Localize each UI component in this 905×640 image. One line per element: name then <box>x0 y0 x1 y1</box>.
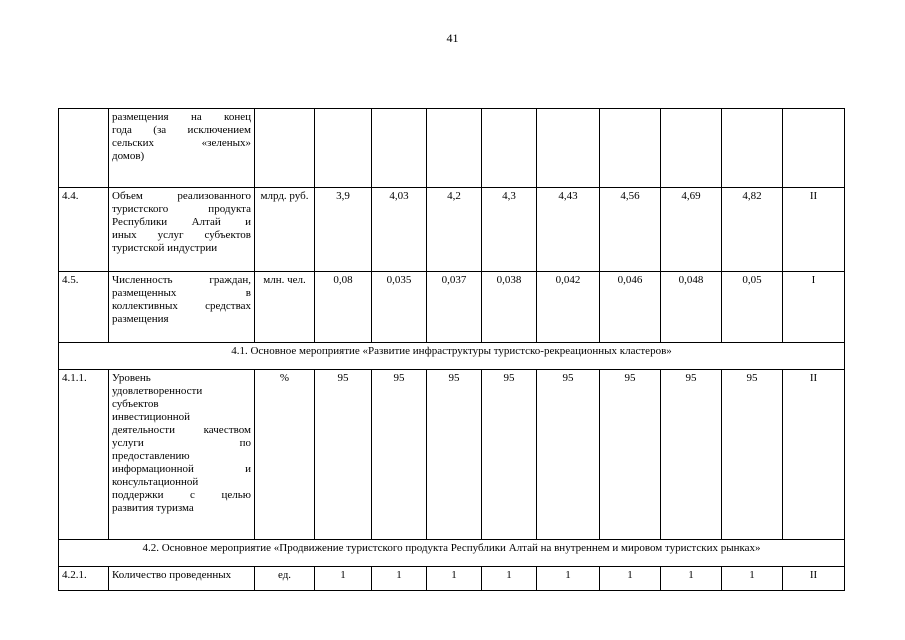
page-number: 41 <box>446 31 459 45</box>
value-cell <box>600 109 661 188</box>
value-cell: 95 <box>600 370 661 540</box>
description-line: поддержки с целью <box>112 489 251 501</box>
description-line: Республики Алтай и <box>112 216 251 228</box>
section-header-row <box>59 540 845 567</box>
description-line: домов) <box>112 150 145 162</box>
unit-cell: ед. <box>255 567 315 591</box>
value-cell: 0,042 <box>537 272 600 343</box>
description-line: Численность граждан, <box>112 274 251 286</box>
value-cell: 4,56 <box>600 188 661 272</box>
value-cell: 4,43 <box>537 188 600 272</box>
description-line: услуги по <box>112 437 251 449</box>
indicator-description <box>109 109 255 188</box>
value-cell: 4,3 <box>482 188 537 272</box>
row-number <box>59 109 109 188</box>
value-cell <box>482 109 537 188</box>
description-line: информационной и <box>112 463 251 475</box>
unit-cell <box>255 109 315 188</box>
value-cell <box>537 109 600 188</box>
description-line: развития туризма <box>112 502 194 514</box>
section-header-row <box>59 343 845 370</box>
value-cell <box>722 109 783 188</box>
row-number: 4.5. <box>59 272 109 343</box>
category-cell: II <box>783 188 845 272</box>
table-row <box>59 188 845 272</box>
table-body <box>59 109 845 591</box>
description-line: туристского продукта <box>112 203 251 215</box>
unit-cell: млн. чел. <box>255 272 315 343</box>
table-row <box>59 567 845 591</box>
value-cell: 0,037 <box>427 272 482 343</box>
value-cell: 0,038 <box>482 272 537 343</box>
description-line: Уровень <box>112 372 151 384</box>
description-line: коллективных средствах <box>112 300 251 312</box>
section-title: 4.2. Основное мероприятие «Продвижение туристского продукта Республики Алтай на внутреннем и мировом туристских рынках» <box>59 540 845 567</box>
row-number: 4.2.1. <box>59 567 109 591</box>
description-line: размещенных в <box>112 287 251 299</box>
value-cell: 95 <box>482 370 537 540</box>
description-line: размещения на конец <box>112 111 251 123</box>
description-line: инвестиционной <box>112 411 191 423</box>
value-cell: 0,05 <box>722 272 783 343</box>
description-line: иных услуг субъектов <box>112 229 251 241</box>
value-cell: 95 <box>372 370 427 540</box>
row-number: 4.4. <box>59 188 109 272</box>
category-cell <box>783 109 845 188</box>
value-cell: 0,035 <box>372 272 427 343</box>
row-number: 4.1.1. <box>59 370 109 540</box>
value-cell: 1 <box>315 567 372 591</box>
description-line: сельских «зеленых» <box>112 137 251 149</box>
indicator-description <box>109 272 255 343</box>
table-row <box>59 272 845 343</box>
value-cell: 0,08 <box>315 272 372 343</box>
value-cell: 0,048 <box>661 272 722 343</box>
description-line: деятельности качеством <box>112 424 251 436</box>
description-line: консультационной <box>112 476 199 488</box>
value-cell: 95 <box>315 370 372 540</box>
value-cell: 1 <box>372 567 427 591</box>
category-cell: I <box>783 272 845 343</box>
value-cell: 1 <box>600 567 661 591</box>
description-line: удовлетворенности <box>112 385 203 397</box>
value-cell: 95 <box>427 370 482 540</box>
value-cell: 95 <box>661 370 722 540</box>
value-cell: 4,82 <box>722 188 783 272</box>
value-cell: 4,69 <box>661 188 722 272</box>
table-row <box>59 109 845 188</box>
section-title: 4.1. Основное мероприятие «Развитие инфраструктуры туристско-рекреационных кластеров» <box>59 343 845 370</box>
indicator-description <box>109 188 255 272</box>
unit-cell: % <box>255 370 315 540</box>
value-cell: 95 <box>722 370 783 540</box>
value-cell <box>661 109 722 188</box>
value-cell: 95 <box>537 370 600 540</box>
description-line: Объем реализованного <box>112 190 251 202</box>
description-line: предоставлению <box>112 450 190 462</box>
value-cell <box>427 109 482 188</box>
description-line: Количество проведенных <box>112 569 232 581</box>
value-cell: 4,03 <box>372 188 427 272</box>
description-line: года (за исключением <box>112 124 251 136</box>
value-cell: 1 <box>661 567 722 591</box>
value-cell: 3,9 <box>315 188 372 272</box>
category-cell: II <box>783 370 845 540</box>
value-cell: 4,2 <box>427 188 482 272</box>
value-cell: 1 <box>537 567 600 591</box>
indicators-table <box>58 108 845 591</box>
indicator-description <box>109 370 255 540</box>
description-line: туристской индустрии <box>112 242 218 254</box>
value-cell: 1 <box>427 567 482 591</box>
description-line: субъектов <box>112 398 159 410</box>
value-cell <box>372 109 427 188</box>
category-cell: II <box>783 567 845 591</box>
unit-cell: млрд. руб. <box>255 188 315 272</box>
value-cell: 0,046 <box>600 272 661 343</box>
value-cell <box>315 109 372 188</box>
value-cell: 1 <box>482 567 537 591</box>
description-line: размещения <box>112 313 169 325</box>
value-cell: 1 <box>722 567 783 591</box>
table-row <box>59 370 845 540</box>
indicator-description <box>109 567 255 591</box>
